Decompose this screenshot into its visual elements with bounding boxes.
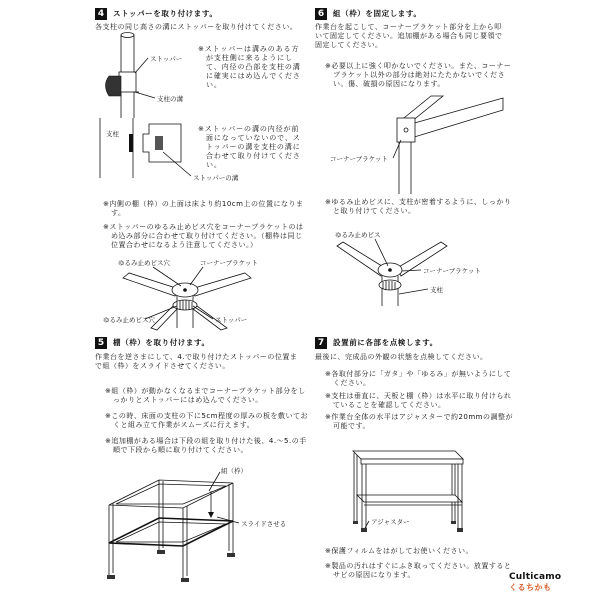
note-film: ※保護フィルムをはがしてお使いください。 (325, 547, 474, 555)
step-number-badge: 5 (95, 337, 107, 349)
stopper-tab (106, 76, 122, 96)
step-5-figures (93, 335, 303, 595)
step-number-badge: 4 (95, 8, 107, 20)
leader-pole (399, 289, 428, 294)
step-4-panel (93, 6, 303, 331)
leg-back-right (229, 483, 233, 553)
slide-arrow-head (208, 512, 214, 518)
step-6-figures (313, 6, 508, 331)
upside-down-table-figure (107, 466, 286, 582)
step-title: ストッパーを取り付けます。 (113, 9, 218, 18)
step-number-badge: 7 (315, 337, 327, 349)
brand-name: Culticamo (509, 572, 562, 582)
adjuster-foot-front-left (107, 575, 115, 579)
leader-stopper (135, 58, 148, 73)
adjuster-front-right (457, 528, 463, 532)
label-stopper-groove: ストッパーの溝 (193, 174, 239, 182)
leader-stopper (193, 306, 213, 319)
note-screw: ※ストッパーのゆるみ止めビス穴をコーナーブラケットのはめ込み部分に合わせて取り付けてください。（棚枠は同じ位置合わせになるよう注意してください。） (103, 223, 304, 249)
label-frame: 組（枠） (221, 467, 247, 475)
bracket-stopper-figure (103, 258, 258, 330)
stopper-pole-figure (106, 33, 184, 119)
adjuster-back-left (353, 521, 358, 524)
brand-logo (509, 572, 561, 593)
label-stopper-bottom: ストッパー (215, 316, 248, 324)
step-7-header (315, 337, 438, 349)
label-stopper: ストッパー (150, 55, 183, 63)
label-screw: ゆるみ止めビス (335, 231, 381, 239)
note-board: ※この時、床面の支柱の下に5cm程度の厚みの板を敷いておくと組み立て作業がスムーズに行えます。 (105, 412, 308, 429)
label-screw-hole-top: ゆるみ止めビス穴 (118, 259, 170, 267)
rail-upper-right (191, 273, 251, 296)
step-title: 組（枠）を固定します。 (333, 9, 422, 18)
stopper-ring (379, 280, 401, 290)
pole-top (121, 33, 134, 38)
step-title: 棚（枠）を取り付けます。 (113, 338, 210, 347)
step-intro: 最後に、完成品の外観の状態を点検してください。 (315, 353, 488, 361)
step-6-panel (313, 6, 512, 331)
leader-bracket (393, 140, 401, 158)
step-5-panel (93, 335, 308, 595)
step-intro: 作業台を起こして、コーナーブラケット部分を上から叩いて固定してください。追加棚がある場合も同じ要領で固定してください。 (315, 23, 503, 49)
label-corner-bracket: コーナーブラケット (200, 259, 258, 267)
leg-back-left (159, 480, 163, 550)
step-intro: 作業台を逆さまにして、4.で取り付けたストッパーの位置まで組（枠）をスライドさせてください。 (95, 353, 298, 370)
step-number-badge: 6 (315, 8, 327, 20)
note-extra-shelf: ※追加棚がある場合は下段の組を取り付けた後、4.〜5.の手順で下段から順に取り付けてください。 (105, 437, 307, 454)
adjuster-foot-back-left (157, 550, 165, 554)
finished-table-figure (353, 451, 463, 532)
label-adjuster: アジャスター (371, 518, 410, 526)
corner-bracket-figure (330, 96, 503, 194)
brand-kana: くるちかも (509, 583, 552, 592)
note-frame-fit: ※組（枠）が動かなくなるまでコーナーブラケット部分をしっかりとストッパーにはめ込んでください。 (105, 387, 306, 404)
adjuster-foot-back-right (227, 553, 235, 557)
label-pole: 支柱 (106, 130, 119, 138)
label-slide: スライドさせる (241, 520, 287, 528)
pole-section-groove (129, 134, 133, 152)
note-stopper-fit: ※ストッパーは溝みのある方が支柱側に来るようにして、内径の凸部を支柱の溝に確実にはめ込んでください。 (198, 45, 301, 89)
step-4-header (95, 8, 217, 20)
screw-hole (183, 288, 187, 292)
note-level: ※支柱は垂直に、天板と棚（枠）は水平に取り付けられていることを確認してください。 (325, 392, 512, 409)
leader-frame (209, 472, 220, 491)
corner-bracket-block (397, 118, 415, 142)
note-adjuster: ※作業台全体の水平はアジャスターで約20mmの調整が可能です。 (325, 413, 513, 430)
note-stopper-inner: ※ストッパーの溝の内径が前面になっていないので、ストッパーの溝を支柱の溝に合わせて取り付けてください。 (198, 125, 301, 169)
table-top-edge (361, 459, 463, 464)
adjuster-front-left (361, 528, 367, 532)
note-height: ※内側の棚（枠）の上面は床より約10cm上の位置になります。 (103, 200, 304, 217)
note-dirt: ※製品の汚れはすぐにふき取ってください。放置するとサビの原因になります。 (325, 562, 512, 579)
leader-screw (375, 239, 388, 266)
adjuster-back-right (451, 521, 456, 524)
stopper-collar (119, 72, 136, 92)
leg-front-right (458, 464, 462, 528)
step-title: 設置前に各部を点検します。 (333, 338, 438, 347)
note-screw: ※ゆるみ止めビスに、支柱が密着するように、しっかりと取り付けてください。 (325, 198, 512, 215)
note-loose: ※各取付部分に「ガタ」や「ゆるみ」が無いようにしてください。 (325, 370, 512, 387)
table-top-frame-inner (116, 484, 226, 504)
label-screw-hole-bottom: ゆるみ止めビス穴 (103, 316, 155, 324)
step-6-header (315, 8, 422, 20)
rail-upper-left (123, 273, 179, 296)
label-corner-bracket: コーナーブラケット (330, 155, 388, 163)
label-corner-bracket-2: コーナーブラケット (423, 267, 481, 275)
step-7-panel (313, 335, 513, 595)
step-5-header (95, 337, 210, 349)
anti-loosening-screw (388, 268, 392, 272)
label-pole: 支柱 (430, 286, 443, 294)
leader-bracket (190, 267, 203, 285)
leg-front-left (109, 503, 113, 575)
step-intro: 各支柱の同じ高さの溝にストッパーを取り付けてください。 (95, 23, 298, 31)
table-top (353, 451, 463, 459)
screw-fix-figure (335, 230, 481, 306)
leader-groove (135, 92, 155, 98)
note-strike: ※必要以上に強く叩かないでください。また、コーナーブラケット以外の部分は絶対にたたかないでください。傷、破損の原因になります。 (325, 62, 512, 88)
label-pole-groove: 支柱の溝 (157, 95, 183, 103)
lower-shelf (357, 495, 462, 502)
stopper-block-groove (155, 136, 163, 150)
adjuster-foot-front-right (181, 578, 189, 582)
leg-back-left (354, 453, 357, 521)
